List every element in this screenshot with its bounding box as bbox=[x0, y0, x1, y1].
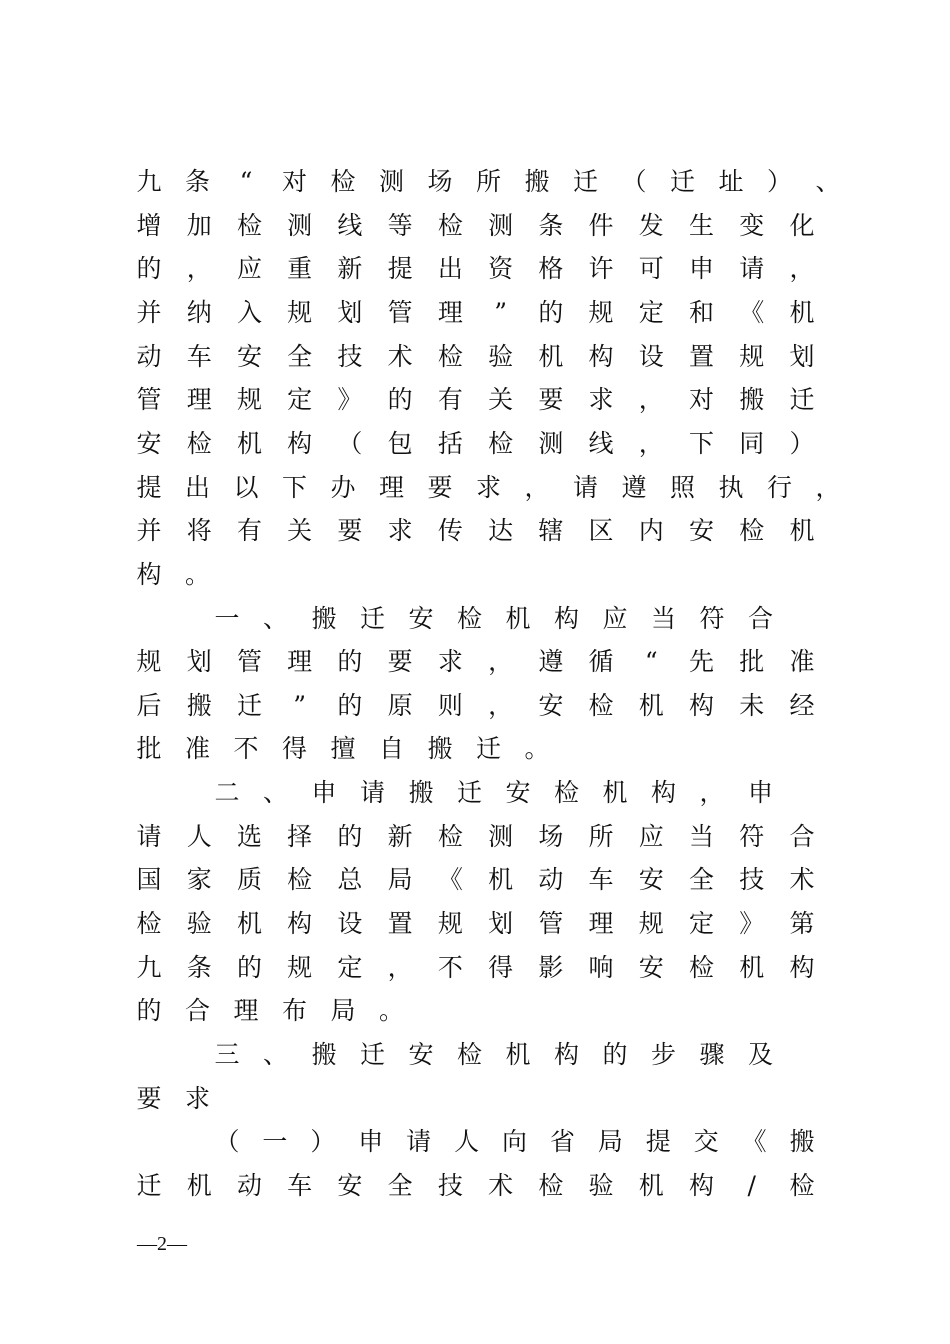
text-line: 迁 机 动 车 安 全 技 术 检 验 机 构 / 检 bbox=[136, 1170, 815, 1200]
text-line: 的 合 理 布 局 。 bbox=[136, 996, 404, 1026]
text-line: 规 划 管 理 的 要 求 ， 遵 循 “ 先 批 准 bbox=[136, 647, 815, 677]
text-line: 动 车 安 全 技 术 检 验 机 构 设 置 规 划 bbox=[136, 341, 815, 371]
paragraph-first-line: 三 、 搬 迁 安 检 机 构 的 步 骤 及 bbox=[214, 1040, 773, 1069]
text-line: 九 条 “ 对 检 测 场 所 搬 迁 （ 迁 址 ） 、 bbox=[136, 167, 841, 196]
text-line: 构 。 bbox=[136, 559, 210, 589]
text-line: 九 条 的 规 定 ， 不 得 影 响 安 检 机 构 bbox=[136, 952, 815, 982]
paragraph-first-line: 二 、 申 请 搬 迁 安 检 机 构 ， 申 bbox=[214, 778, 773, 808]
text-line: 批 准 不 得 擅 自 搬 迁 。 bbox=[136, 734, 550, 764]
text-line: 检 验 机 构 设 置 规 划 管 理 规 定 》 第 bbox=[136, 909, 815, 939]
text-line: 并 将 有 关 要 求 传 达 辖 区 内 安 检 机 bbox=[136, 516, 815, 546]
text-line: 的 ， 应 重 新 提 出 资 格 许 可 申 请 ， bbox=[136, 254, 815, 284]
text-line: 提 出 以 下 办 理 要 求 ， 请 遵 照 执 行 ， bbox=[136, 472, 841, 502]
text-line: 后 搬 迁 ” 的 原 则 ， 安 检 机 构 未 经 bbox=[136, 690, 815, 720]
text-line: 增 加 检 测 线 等 检 测 条 件 发 生 变 化 bbox=[136, 210, 815, 240]
text-line: 并 纳 入 规 划 管 理 ” 的 规 定 和 《 机 bbox=[136, 297, 815, 327]
text-line: 请 人 选 择 的 新 检 测 场 所 应 当 符 合 bbox=[136, 821, 815, 851]
text-line: 安 检 机 构 （ 包 括 检 测 线 ， 下 同 ） bbox=[136, 428, 815, 458]
page-number: —2— bbox=[137, 1233, 187, 1255]
paragraph-first-line: 一 、 搬 迁 安 检 机 构 应 当 符 合 bbox=[214, 603, 773, 633]
text-line: 国 家 质 检 总 局 《 机 动 车 安 全 技 术 bbox=[136, 865, 815, 895]
paragraph-first-line: （ 一 ） 申 请 人 向 省 局 提 交 《 搬 bbox=[214, 1127, 815, 1157]
text-line: 管 理 规 定 》 的 有 关 要 求 ， 对 搬 迁 bbox=[136, 385, 815, 415]
text-line: 要 求 bbox=[136, 1083, 210, 1113]
